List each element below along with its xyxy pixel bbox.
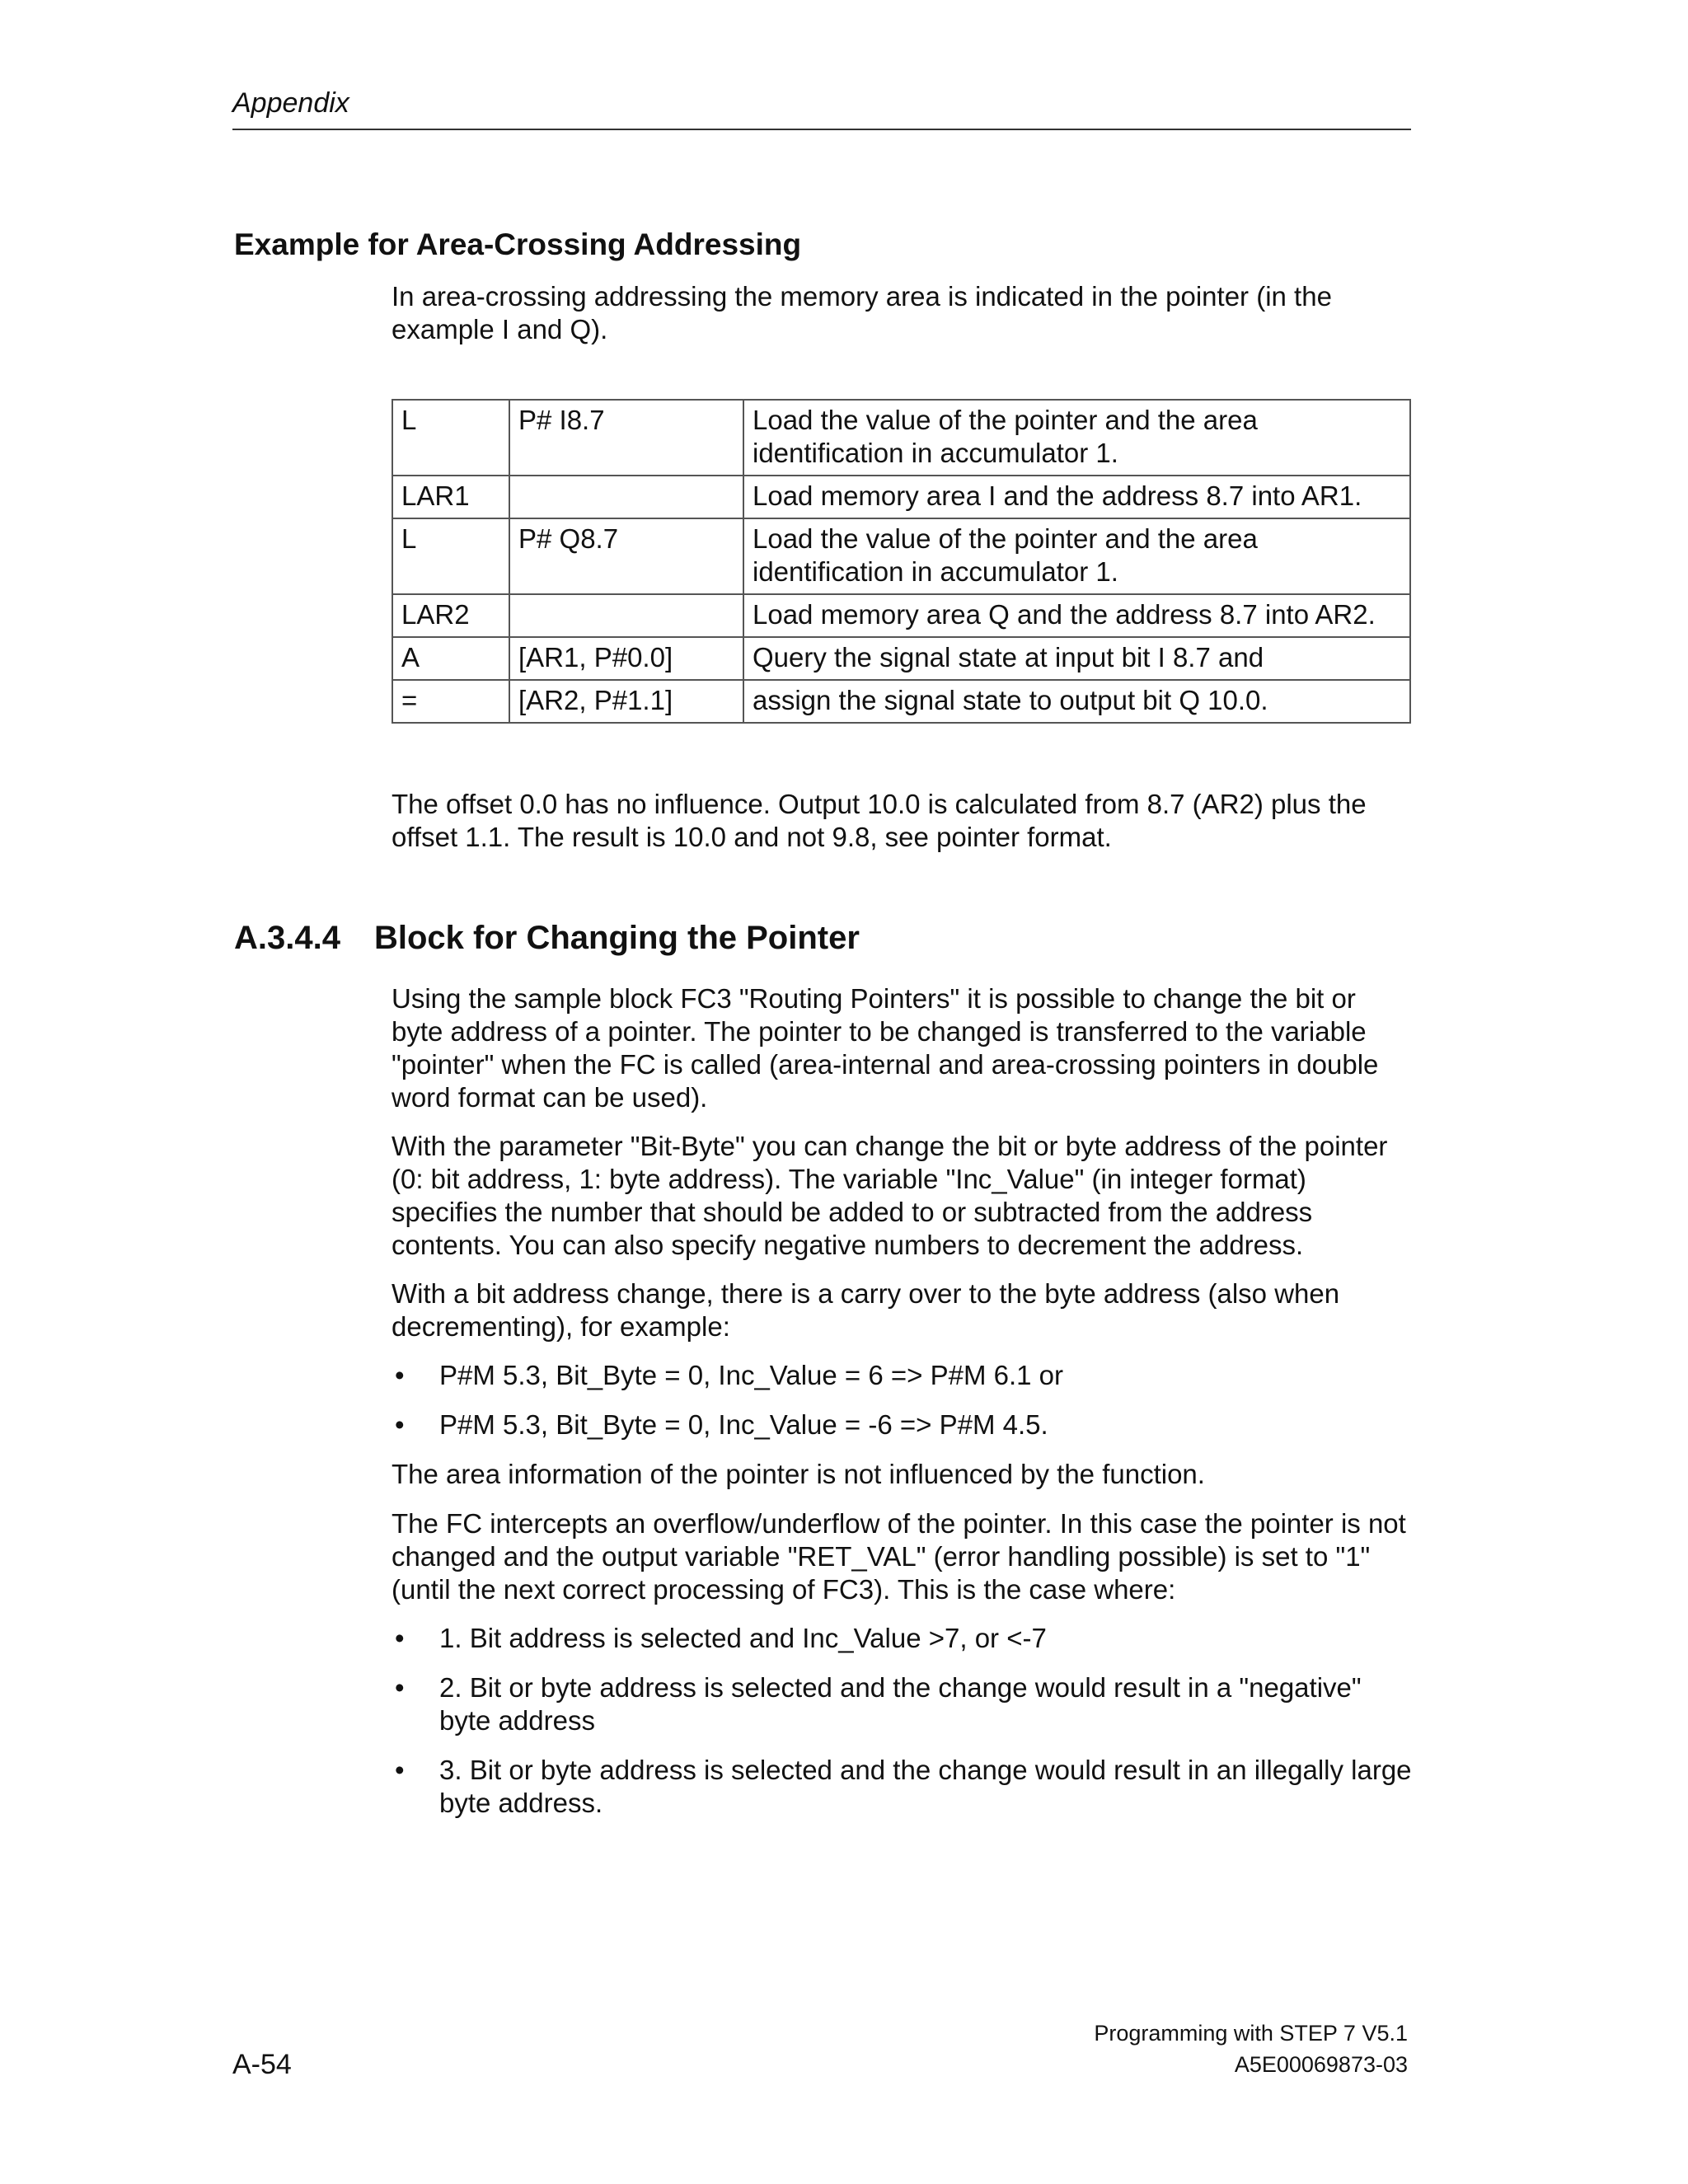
bullet-icon: • — [395, 1360, 405, 1390]
list-item: • P#M 5.3, Bit_Byte = 0, Inc_Value = -6 => P#M 4.5. — [395, 1409, 1048, 1440]
subsection-number: A.3.4.4 — [234, 920, 340, 956]
document-number: A5E00069873-03 — [1234, 2052, 1408, 2077]
comment-cell: Query the signal state at input bit I 8.7 and — [743, 637, 1410, 680]
operand-cell: P# Q8.7 — [509, 518, 743, 594]
table-row — [392, 400, 1410, 476]
footer-product: Programming with STEP 7 V5.1 — [1094, 2021, 1408, 2046]
bullet-icon: • — [395, 1623, 405, 1653]
instruction-cell: = — [392, 680, 509, 723]
subsection-heading — [234, 921, 860, 954]
operand-cell: [AR2, P#1.1] — [509, 680, 743, 723]
offset-note: The offset 0.0 has no influence. Output 10.0 is calculated from 8.7 (AR2) plus the offset 1.1. The result is 10.0 and not 9.8, see pointer format. — [392, 789, 1367, 852]
table-row — [392, 476, 1410, 518]
instruction-cell: L — [392, 518, 509, 594]
page-number: A-54 — [232, 2049, 292, 2080]
comment-cell: Load memory area Q and the address 8.7 into AR2. — [743, 594, 1410, 637]
bullet-icon: • — [395, 1672, 405, 1703]
instruction-cell: A — [392, 637, 509, 680]
operand-cell — [509, 594, 743, 637]
operand-cell: [AR1, P#0.0] — [509, 637, 743, 680]
list-item: • 3. Bit or byte address is selected and the change would result in an illegally large byte address. — [395, 1755, 1412, 1818]
operand-cell — [509, 476, 743, 518]
section-heading: Example for Area-Crossing Addressing — [234, 227, 802, 261]
instruction-cell: LAR2 — [392, 594, 509, 637]
bullet-icon: • — [395, 1409, 405, 1440]
table-row — [392, 518, 1410, 594]
bullet-icon: • — [395, 1755, 405, 1785]
subsection-title: Block for Changing the Pointer — [374, 920, 860, 956]
comment-cell: Load the value of the pointer and the area identification in accumulator 1. — [743, 518, 1410, 594]
paragraph-area-info: The area information of the pointer is not influenced by the function. — [392, 1459, 1205, 1489]
header-rule — [232, 129, 1411, 130]
comment-cell: Load the value of the pointer and the area identification in accumulator 1. — [743, 400, 1410, 476]
table-row — [392, 594, 1410, 637]
comment-cell: assign the signal state to output bit Q 10.0. — [743, 680, 1410, 723]
intro-paragraph: In area-crossing addressing the memory area is indicated in the pointer (in the example I and Q). — [392, 281, 1332, 344]
comment-cell: Load memory area I and the address 8.7 into AR1. — [743, 476, 1410, 518]
paragraph-bit-byte: With the parameter "Bit-Byte" you can change the bit or byte address of the pointer (0: bit address, 1: byte address). The variable "Inc_Value" (in integer format) specifies the number that should be added to or subtracted from the address contents. You can also specify negative numbers to decrement the address. — [392, 1131, 1388, 1260]
paragraph-carry: With a bit address change, there is a carry over to the byte address (also when decrementing), for example: — [392, 1278, 1340, 1342]
operand-cell: P# I8.7 — [509, 400, 743, 476]
running-header: Appendix — [232, 87, 349, 119]
table-row — [392, 637, 1410, 680]
list-item: • 2. Bit or byte address is selected and the change would result in a "negative" byte address — [395, 1672, 1362, 1736]
table-row — [392, 680, 1410, 723]
paragraph-fc3: Using the sample block FC3 "Routing Pointers" it is possible to change the bit or byte address of a pointer. The pointer to be changed is transferred to the variable "pointer" when the FC is called (area-internal and area-crossing pointers in double word format can be used). — [392, 983, 1379, 1113]
instruction-cell: LAR1 — [392, 476, 509, 518]
list-item: • P#M 5.3, Bit_Byte = 0, Inc_Value = 6 => P#M 6.1 or — [395, 1360, 1064, 1390]
instruction-cell: L — [392, 400, 509, 476]
instruction-table — [392, 399, 1411, 724]
list-item: • 1. Bit address is selected and Inc_Value >7, or <-7 — [395, 1623, 1047, 1653]
paragraph-overflow: The FC intercepts an overflow/underflow of the pointer. In this case the pointer is not changed and the output variable "RET_VAL" (error handling possible) is set to "1" (until the next correct processing of FC3). This is the case where: — [392, 1508, 1406, 1605]
